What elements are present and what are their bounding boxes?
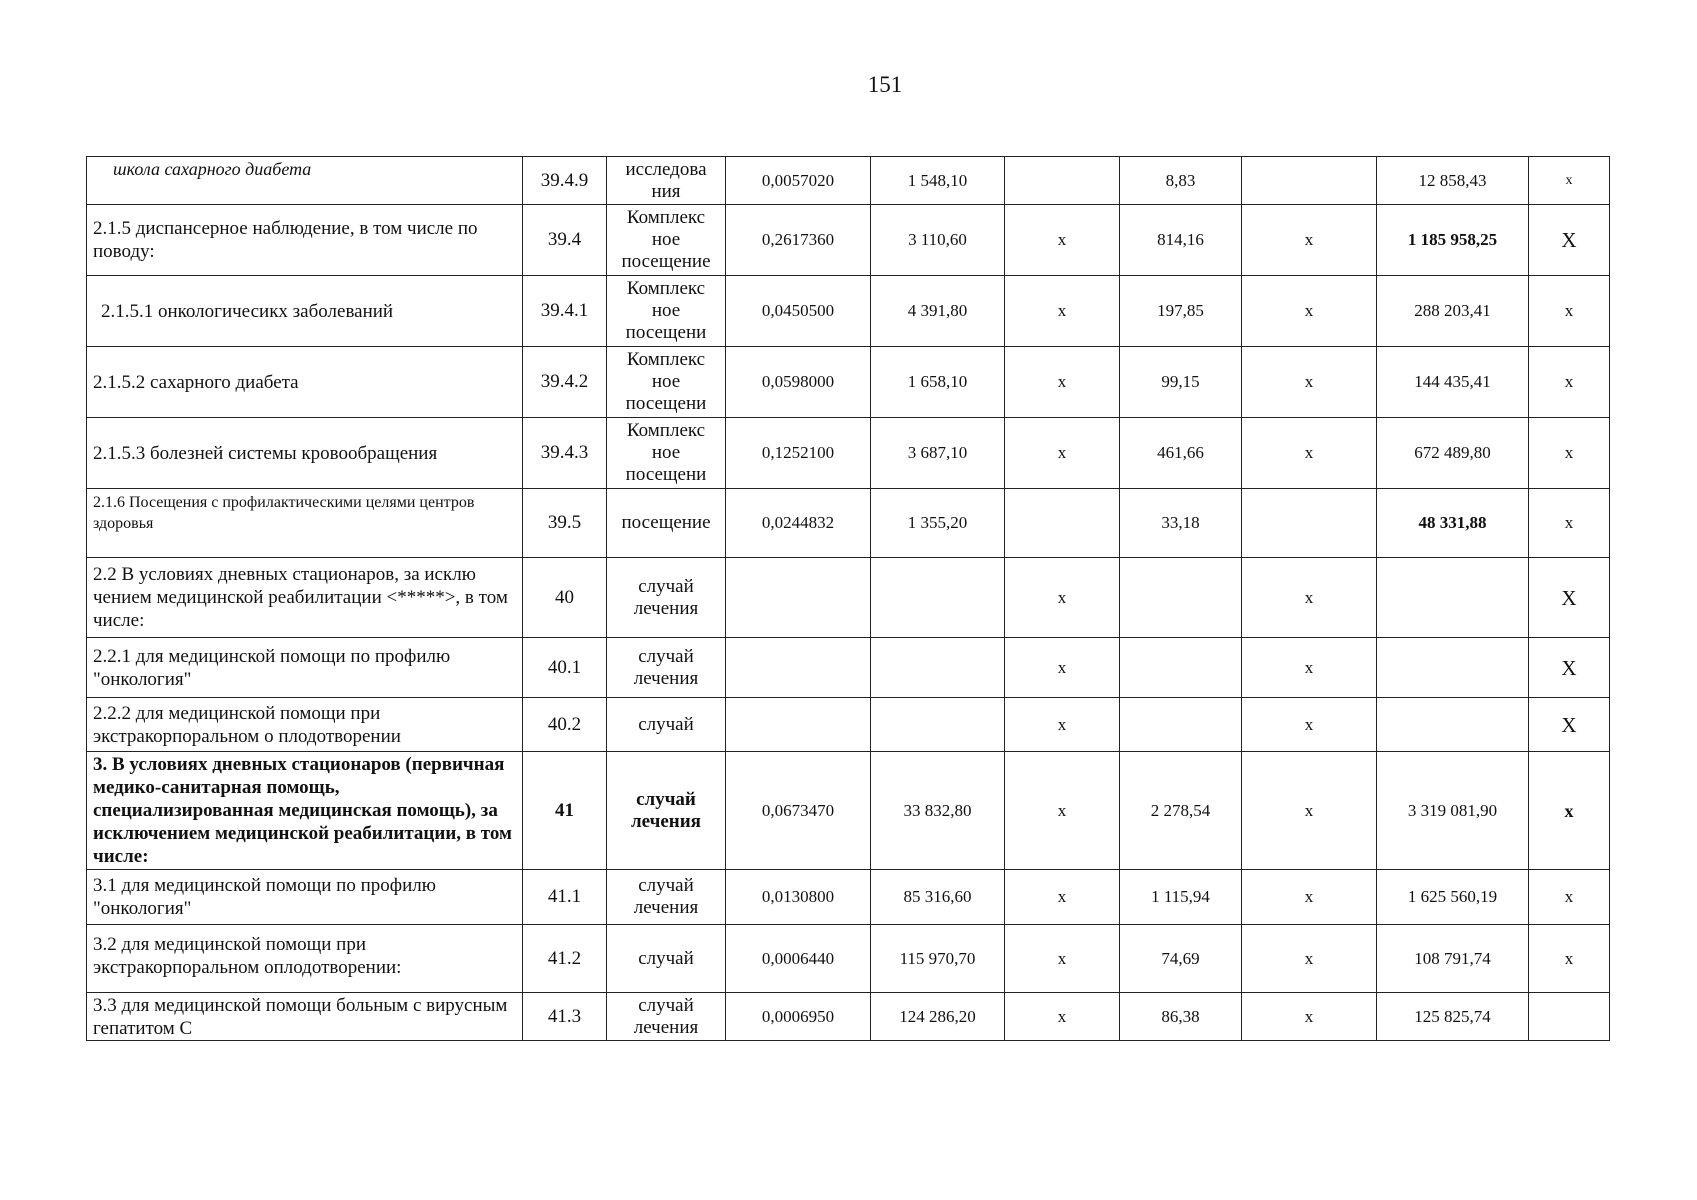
row-norm: 0,0244832 (726, 489, 871, 558)
row-per-capita: 814,16 (1120, 205, 1242, 276)
row-norm (726, 698, 871, 752)
row-code: 40.1 (523, 638, 607, 698)
row-per-capita: 1 115,94 (1120, 870, 1242, 925)
row-norm: 0,0673470 (726, 752, 871, 870)
row-norm (726, 638, 871, 698)
row-unit: случай (607, 698, 726, 752)
row-name: школа сахарного диабета (87, 157, 523, 205)
row-col10: x (1529, 276, 1610, 347)
row-total: 125 825,74 (1377, 993, 1529, 1041)
row-code: 41.2 (523, 925, 607, 993)
row-norm: 0,0006950 (726, 993, 871, 1041)
row-code: 41 (523, 752, 607, 870)
row-col10: X (1529, 638, 1610, 698)
row-unit: Комплекс ное посещение (607, 205, 726, 276)
row-col6 (1005, 157, 1120, 205)
row-unit: посещение (607, 489, 726, 558)
row-total: 1 185 958,25 (1377, 205, 1529, 276)
row-col6: x (1005, 870, 1120, 925)
row-code: 40 (523, 558, 607, 638)
row-col10 (1529, 993, 1610, 1041)
row-unit: случай лечения (607, 993, 726, 1041)
row-code: 39.4.2 (523, 347, 607, 418)
row-col6: x (1005, 925, 1120, 993)
row-col10: x (1529, 925, 1610, 993)
row-per-capita: 74,69 (1120, 925, 1242, 993)
row-name: 2.1.5.2 сахарного диабета (87, 347, 523, 418)
row-col6: x (1005, 418, 1120, 489)
row-col8: x (1242, 925, 1377, 993)
row-per-capita: 2 278,54 (1120, 752, 1242, 870)
row-cost: 3 687,10 (871, 418, 1005, 489)
row-col10: x (1529, 870, 1610, 925)
row-norm: 0,0450500 (726, 276, 871, 347)
row-norm: 0,0057020 (726, 157, 871, 205)
row-unit: Комплекс ное посещени (607, 276, 726, 347)
row-total (1377, 698, 1529, 752)
row-per-capita: 99,15 (1120, 347, 1242, 418)
row-col8: x (1242, 870, 1377, 925)
row-name: 2.1.6 Посещения с профилактическими целями центров здоровья (87, 489, 523, 558)
row-total (1377, 638, 1529, 698)
row-col10: X (1529, 205, 1610, 276)
row-col8: x (1242, 638, 1377, 698)
row-cost (871, 698, 1005, 752)
row-cost: 3 110,60 (871, 205, 1005, 276)
row-per-capita: 86,38 (1120, 993, 1242, 1041)
row-col8: x (1242, 418, 1377, 489)
row-col6 (1005, 489, 1120, 558)
row-cost: 115 970,70 (871, 925, 1005, 993)
row-norm (726, 558, 871, 638)
row-per-capita (1120, 638, 1242, 698)
row-col8: x (1242, 205, 1377, 276)
row-cost: 33 832,80 (871, 752, 1005, 870)
row-name: 3.1 для медицинской помощи по профилю "онкология" (87, 870, 523, 925)
row-unit: случай лечения (607, 870, 726, 925)
row-col6: x (1005, 276, 1120, 347)
row-name: 2.1.5.1 онкологичесикх заболеваний (87, 276, 523, 347)
row-norm: 0,2617360 (726, 205, 871, 276)
row-col8 (1242, 489, 1377, 558)
row-col8: x (1242, 558, 1377, 638)
table-row (87, 698, 1610, 752)
row-code: 39.4.1 (523, 276, 607, 347)
table-row (87, 752, 1610, 870)
row-unit: случай (607, 925, 726, 993)
row-norm: 0,1252100 (726, 418, 871, 489)
table-row (87, 925, 1610, 993)
financial-norms-table (86, 156, 1610, 1041)
row-per-capita: 197,85 (1120, 276, 1242, 347)
row-cost (871, 558, 1005, 638)
row-col6: x (1005, 752, 1120, 870)
row-col6: x (1005, 698, 1120, 752)
table-row (87, 993, 1610, 1041)
row-cost: 1 548,10 (871, 157, 1005, 205)
row-total: 12 858,43 (1377, 157, 1529, 205)
table-row (87, 489, 1610, 558)
row-col8: x (1242, 276, 1377, 347)
row-code: 41.1 (523, 870, 607, 925)
row-total: 672 489,80 (1377, 418, 1529, 489)
row-col10: x (1529, 489, 1610, 558)
row-norm: 0,0598000 (726, 347, 871, 418)
row-total: 48 331,88 (1377, 489, 1529, 558)
row-norm: 0,0130800 (726, 870, 871, 925)
row-total: 1 625 560,19 (1377, 870, 1529, 925)
row-code: 39.5 (523, 489, 607, 558)
row-name: 3.2 для медицинской помощи при экстракорпоральном оплодотворении: (87, 925, 523, 993)
row-unit: исследова ния (607, 157, 726, 205)
table-row (87, 276, 1610, 347)
row-cost: 1 658,10 (871, 347, 1005, 418)
row-col10: x (1529, 347, 1610, 418)
row-unit: случай лечения (607, 638, 726, 698)
row-name: 2.2.2 для медицинской помощи при экстракорпоральном о плодотворении (87, 698, 523, 752)
row-unit: случай лечения (607, 558, 726, 638)
row-per-capita: 461,66 (1120, 418, 1242, 489)
row-cost: 4 391,80 (871, 276, 1005, 347)
row-code: 41.3 (523, 993, 607, 1041)
row-per-capita (1120, 698, 1242, 752)
row-norm: 0,0006440 (726, 925, 871, 993)
row-cost: 1 355,20 (871, 489, 1005, 558)
row-unit: Комплекс ное посещени (607, 347, 726, 418)
row-cost: 124 286,20 (871, 993, 1005, 1041)
row-total: 288 203,41 (1377, 276, 1529, 347)
row-col6: x (1005, 638, 1120, 698)
row-name: 3.3 для медицинской помощи больным с вирусным гепатитом С (87, 993, 523, 1041)
table-row (87, 157, 1610, 205)
row-name: 2.1.5 диспансерное наблюдение, в том числе по поводу: (87, 205, 523, 276)
row-code: 39.4.3 (523, 418, 607, 489)
row-col8 (1242, 157, 1377, 205)
row-col10: x (1529, 418, 1610, 489)
row-code: 39.4 (523, 205, 607, 276)
row-col10: x (1529, 752, 1610, 870)
table-row (87, 205, 1610, 276)
row-name: 3. В условиях дневных стационаров (первичная медико-санитарная помощь, специализированная медицинская помощь), за исключением медицинской реабилитации, в том числе: (87, 752, 523, 870)
row-total: 144 435,41 (1377, 347, 1529, 418)
row-col6: x (1005, 205, 1120, 276)
row-unit: Комплекс ное посещени (607, 418, 726, 489)
table-row (87, 347, 1610, 418)
row-code: 39.4.9 (523, 157, 607, 205)
row-col8: x (1242, 752, 1377, 870)
row-unit: случай лечения (607, 752, 726, 870)
row-per-capita: 8,83 (1120, 157, 1242, 205)
row-name: 2.2.1 для медицинской помощи по профилю "онкология" (87, 638, 523, 698)
table-row (87, 558, 1610, 638)
row-col6: x (1005, 347, 1120, 418)
row-per-capita (1120, 558, 1242, 638)
row-col8: x (1242, 347, 1377, 418)
table-row (87, 418, 1610, 489)
table-row (87, 870, 1610, 925)
row-total (1377, 558, 1529, 638)
row-total: 108 791,74 (1377, 925, 1529, 993)
row-total: 3 319 081,90 (1377, 752, 1529, 870)
row-code: 40.2 (523, 698, 607, 752)
row-col10: x (1529, 157, 1610, 205)
table-row (87, 638, 1610, 698)
row-col10: X (1529, 558, 1610, 638)
row-col6: x (1005, 993, 1120, 1041)
row-col6: x (1005, 558, 1120, 638)
row-cost (871, 638, 1005, 698)
row-col8: x (1242, 993, 1377, 1041)
row-per-capita: 33,18 (1120, 489, 1242, 558)
row-name: 2.2 В условиях дневных стационаров, за исклю чением медицинской реабилитации <*****>, в том числе: (87, 558, 523, 638)
row-col8: x (1242, 698, 1377, 752)
row-name: 2.1.5.3 болезней системы кровообращения (87, 418, 523, 489)
row-col10: X (1529, 698, 1610, 752)
page-number: 151 (867, 72, 903, 97)
row-cost: 85 316,60 (871, 870, 1005, 925)
